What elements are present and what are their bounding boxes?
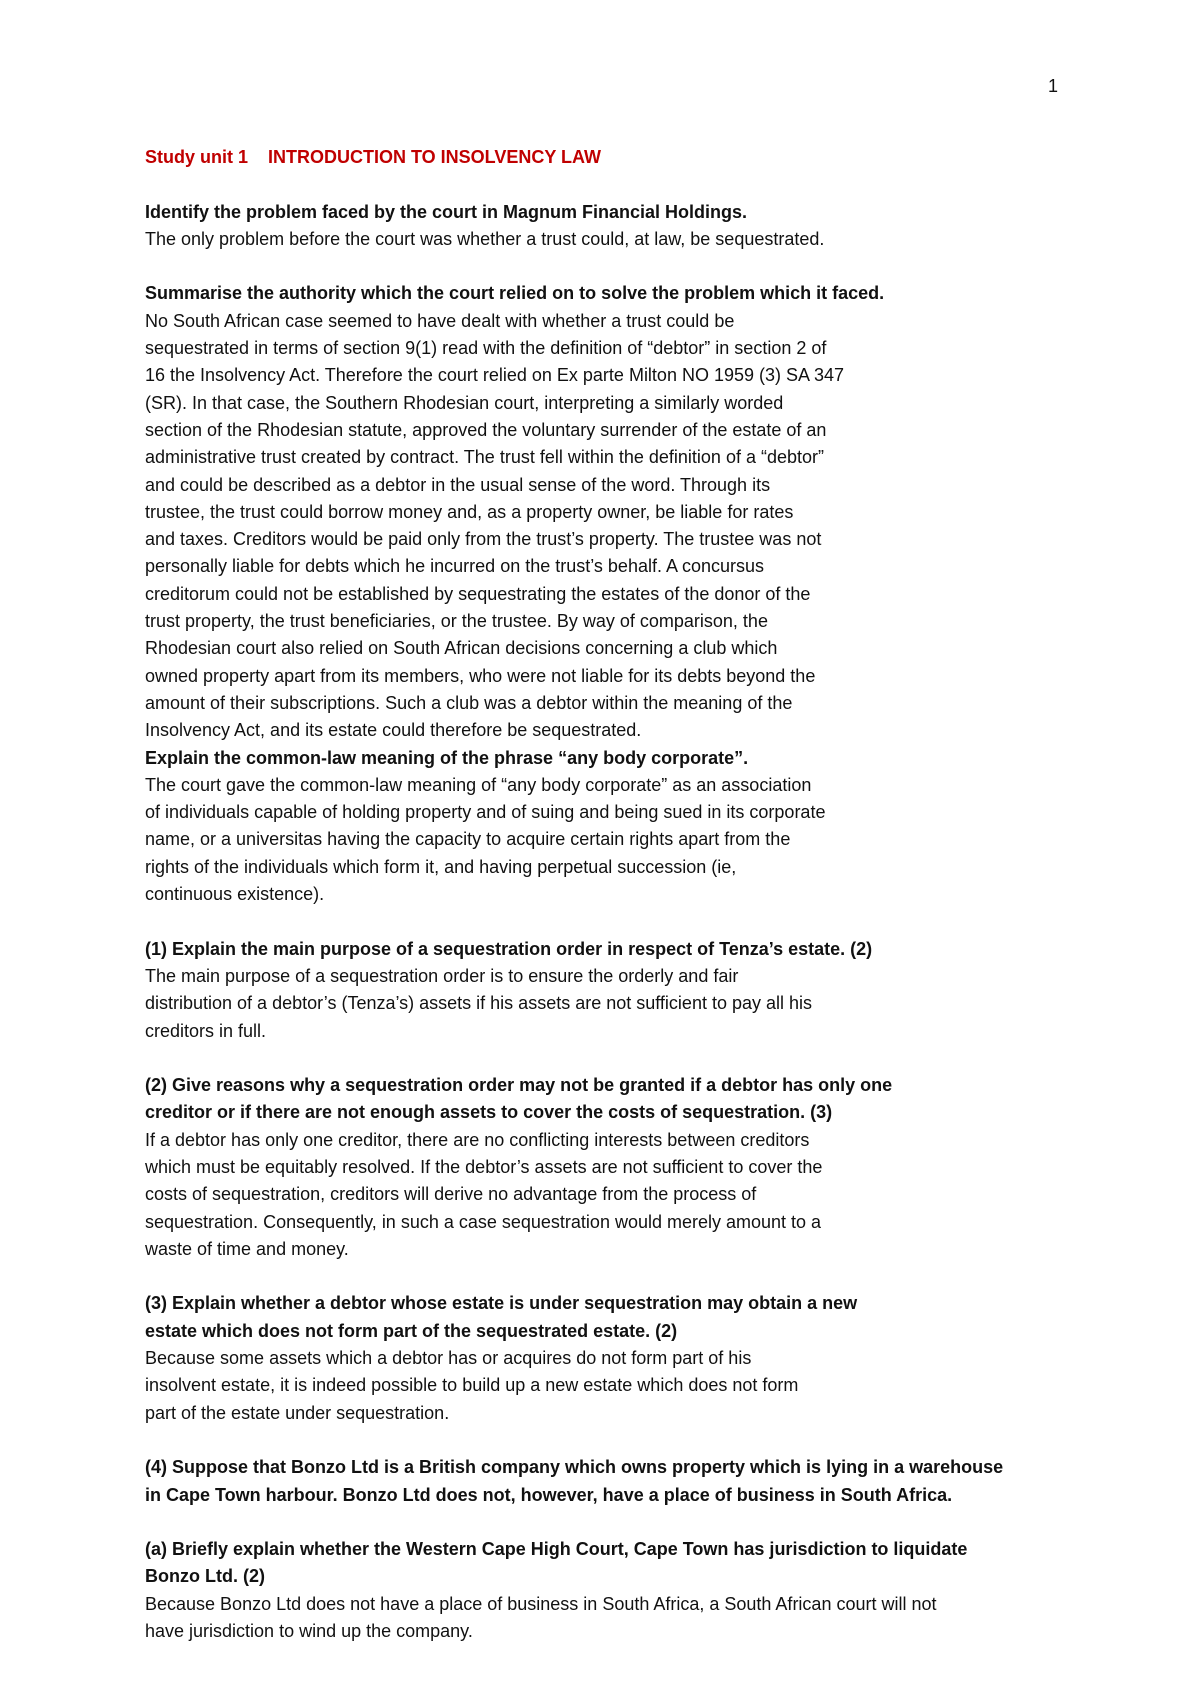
answer-line: which must be equitably resolved. If the debtor’s assets are not sufficient to cover the bbox=[145, 1156, 823, 1177]
text-lines bbox=[145, 199, 1085, 1646]
study-unit-label: Study unit 1 bbox=[145, 147, 248, 167]
document-body bbox=[145, 144, 1085, 1645]
question-line: (2) Give reasons why a sequestration order may not be granted if a debtor has only one bbox=[145, 1075, 893, 1096]
question-line: (4) Suppose that Bonzo Ltd is a British company which owns property which is lying in a warehouse bbox=[145, 1457, 1004, 1478]
answer-line: The court gave the common-law meaning of “any body corporate” as an association bbox=[145, 774, 812, 795]
answer-line: Because Bonzo Ltd does not have a place of business in South Africa, a South African court will not bbox=[145, 1593, 937, 1614]
answer-line: creditorum could not be established by sequestrating the estates of the donor of the bbox=[145, 583, 811, 604]
question-line: (3) Explain whether a debtor whose estate is under sequestration may obtain a new bbox=[145, 1293, 858, 1314]
answer-line: Because some assets which a debtor has or acquires do not form part of his bbox=[145, 1348, 752, 1369]
answer-line: sequestration. Consequently, in such a case sequestration would merely amount to a bbox=[145, 1211, 822, 1232]
answer-line: administrative trust created by contract. The trust fell within the definition of a “debtor” bbox=[145, 447, 824, 468]
answer-line: Rhodesian court also relied on South African decisions concerning a club which bbox=[145, 638, 778, 659]
question-line: (1) Explain the main purpose of a sequestration order in respect of Tenza’s estate. (2) bbox=[145, 938, 873, 959]
answer-line: rights of the individuals which form it, and having perpetual succession (ie, bbox=[145, 856, 737, 877]
answer-line: part of the estate under sequestration. bbox=[145, 1402, 450, 1423]
blank-line bbox=[145, 253, 1085, 280]
answer-line: personally liable for debts which he incurred on the trust’s behalf. A concursus bbox=[145, 556, 765, 577]
answer-line: owned property apart from its members, who were not liable for its debts beyond the bbox=[145, 665, 816, 686]
question-line: in Cape Town harbour. Bonzo Ltd does not, however, have a place of business in South Africa. bbox=[145, 1484, 953, 1505]
blank-line bbox=[145, 908, 1085, 935]
blank-line bbox=[145, 1263, 1085, 1290]
question-line: Summarise the authority which the court relied on to solve the problem which it faced. bbox=[145, 283, 885, 304]
answer-line: have jurisdiction to wind up the company. bbox=[145, 1621, 473, 1642]
question-line: Explain the common-law meaning of the phrase “any body corporate”. bbox=[145, 747, 749, 768]
answer-line: name, or a universitas having the capacity to acquire certain rights apart from the bbox=[145, 829, 791, 850]
answer-line: The only problem before the court was whether a trust could, at law, be sequestrated. bbox=[145, 228, 825, 249]
answer-line: amount of their subscriptions. Such a club was a debtor within the meaning of the bbox=[145, 692, 793, 713]
question-line: creditor or if there are not enough assets to cover the costs of sequestration. (3) bbox=[145, 1102, 833, 1123]
answer-line: insolvent estate, it is indeed possible to build up a new estate which does not form bbox=[145, 1375, 799, 1396]
answer-line: No South African case seemed to have dealt with whether a trust could be bbox=[145, 310, 735, 331]
answer-line: Insolvency Act, and its estate could therefore be sequestrated. bbox=[145, 720, 642, 741]
answer-line: and could be described as a debtor in the usual sense of the word. Through its bbox=[145, 474, 771, 495]
answer-line: costs of sequestration, creditors will derive no advantage from the process of bbox=[145, 1184, 757, 1205]
question-line: estate which does not form part of the sequestrated estate. (2) bbox=[145, 1320, 678, 1341]
answer-line: If a debtor has only one creditor, there are no conflicting interests between creditors bbox=[145, 1129, 810, 1150]
answer-line: and taxes. Creditors would be paid only from the trust’s property. The trustee was not bbox=[145, 529, 822, 550]
answer-line: trust property, the trust beneficiaries, or the trustee. By way of comparison, the bbox=[145, 611, 768, 632]
answer-line: distribution of a debtor’s (Tenza’s) assets if his assets are not sufficient to pay all his bbox=[145, 993, 813, 1014]
blank-line bbox=[145, 1045, 1085, 1072]
answer-line: 16 the Insolvency Act. Therefore the court relied on Ex parte Milton NO 1959 (3) SA 347 bbox=[145, 365, 845, 386]
answer-line: sequestrated in terms of section 9(1) read with the definition of “debtor” in section 2 of bbox=[145, 338, 827, 359]
answer-line: trustee, the trust could borrow money and, as a property owner, be liable for rates bbox=[145, 501, 794, 522]
answer-line: section of the Rhodesian statute, approved the voluntary surrender of the estate of an bbox=[145, 419, 827, 440]
question-line: Identify the problem faced by the court in Magnum Financial Holdings. bbox=[145, 201, 748, 222]
study-unit-title: INTRODUCTION TO INSOLVENCY LAW bbox=[268, 147, 602, 167]
blank-line bbox=[145, 1509, 1085, 1536]
blank-line bbox=[145, 171, 1085, 198]
answer-line: creditors in full. bbox=[145, 1020, 267, 1041]
study-unit-heading bbox=[145, 144, 1085, 171]
question-line: Bonzo Ltd. (2) bbox=[145, 1566, 265, 1587]
answer-line: of individuals capable of holding property and of suing and being sued in its corporate bbox=[145, 802, 826, 823]
answer-line: (SR). In that case, the Southern Rhodesian court, interpreting a similarly worded bbox=[145, 392, 784, 413]
answer-line: The main purpose of a sequestration order is to ensure the orderly and fair bbox=[145, 965, 739, 986]
answer-line: waste of time and money. bbox=[145, 1238, 349, 1259]
blank-line bbox=[145, 1427, 1085, 1454]
answer-line: continuous existence). bbox=[145, 884, 325, 905]
question-line: (a) Briefly explain whether the Western Cape High Court, Cape Town has jurisdiction to liquidate bbox=[145, 1539, 968, 1560]
page-number: 1 bbox=[1048, 76, 1059, 96]
